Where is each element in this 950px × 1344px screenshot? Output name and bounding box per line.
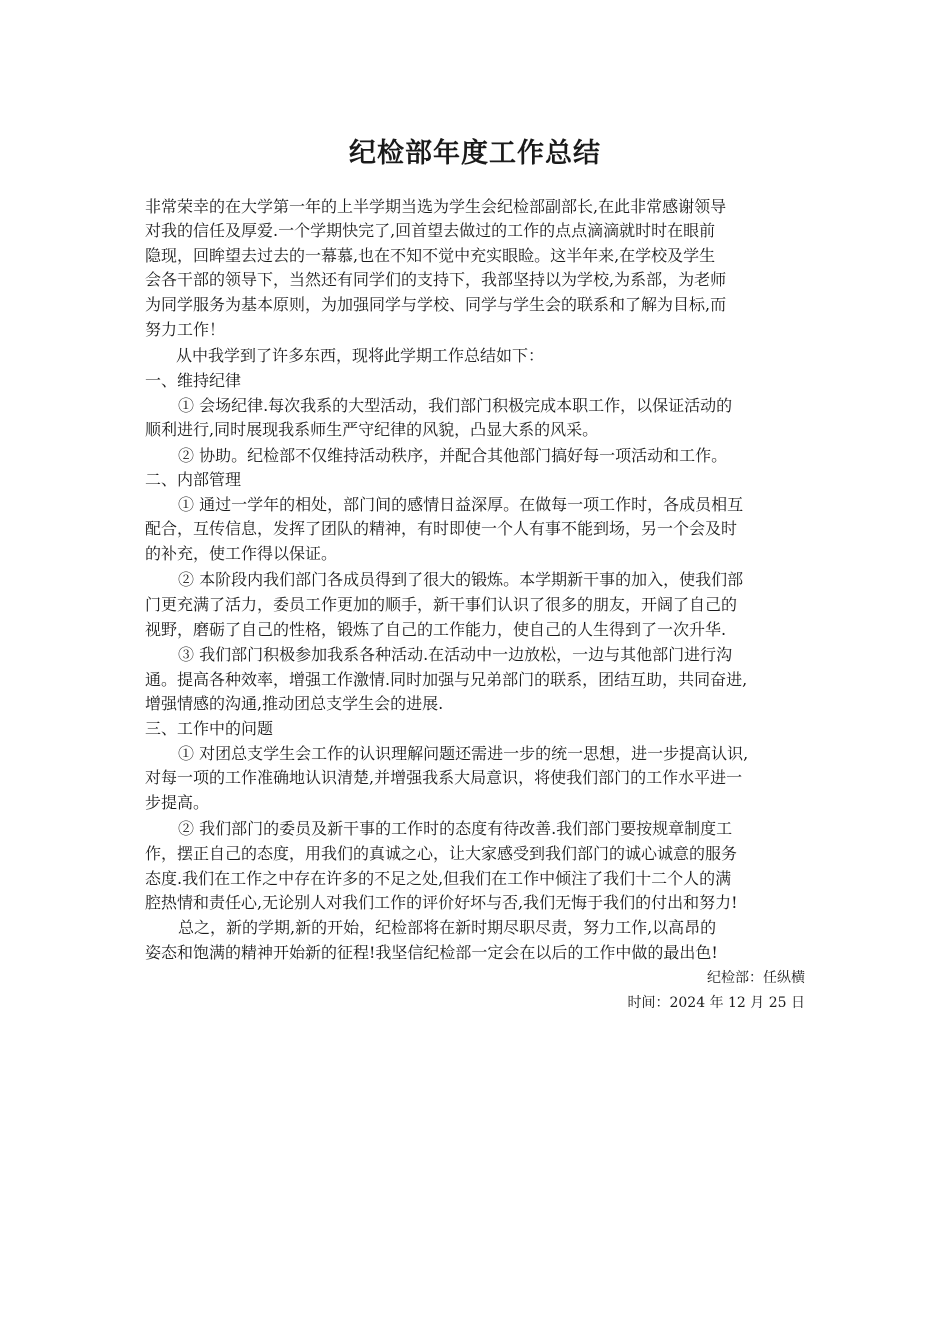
paragraph-line: 为同学服务为基本原则，为加强同学与学校、同学与学生会的联系和了解为目标,而 — [145, 295, 727, 314]
section-heading: 二、内部管理 — [145, 470, 242, 489]
section-heading: 三、工作中的问题 — [145, 719, 274, 738]
signature-author: 纪检部：任纵横 — [707, 970, 805, 986]
paragraph-line: 隐现，回眸望去过去的一幕慕,也在不知不觉中充实眼睑。这半年来,在学校及学生 — [145, 246, 716, 265]
paragraph-line: 努力工作！ — [145, 320, 226, 339]
signature-date: 时间：2024 年 12 月 25 日 — [627, 995, 805, 1011]
paragraph-line: 视野，磨砺了自己的性格，锻炼了自己的工作能力，使自己的人生得到了一次升华. — [145, 620, 727, 639]
paragraph-line: ② 协助。纪检部不仅维持活动秩序，并配合其他部门搞好每一项活动和工作。 — [178, 446, 728, 465]
paragraph-line: 步提高。 — [145, 793, 210, 812]
paragraph-line: 态度.我们在工作之中存在许多的不足之处,但我们在工作中倾注了我们十二个人的满 — [145, 869, 732, 888]
paragraph-line: 姿态和饱满的精神开始新的征程!我坚信纪检部一定会在以后的工作中做的最出色! — [145, 943, 718, 962]
paragraph-line: 作，摆正自己的态度，用我们的真诚之心，让大家感受到我们部门的诚心诚意的服务 — [145, 844, 738, 863]
paragraph-line: 门更充满了活力，委员工作更加的顺手，新干事们认识了很多的朋友，开阔了自己的 — [145, 595, 738, 614]
paragraph-line: ③ 我们部门积极参加我系各种活动.在活动中一边放松，一边与其他部门进行沟 — [178, 645, 733, 664]
paragraph-line: 对我的信任及厚爱.一个学期快完了,回首望去做过的工作的点点滴滴就时时在眼前 — [145, 221, 716, 240]
paragraph-line: 总之，新的学期,新的开始，纪检部将在新时期尽职尽责，努力工作,以高昂的 — [178, 918, 717, 937]
paragraph-line: 从中我学到了许多东西，现将此学期工作总结如下： — [176, 346, 545, 365]
paragraph-line: 配合，互传信息，发挥了团队的精神，有时即使一个人有事不能到场，另一个会及时 — [145, 519, 738, 538]
section-heading: 一、维持纪律 — [145, 371, 242, 390]
paragraph-line: ① 通过一学年的相处，部门间的感情日益深厚。在做每一项工作时，各成员相互 — [178, 495, 744, 514]
paragraph-line: ① 对团总支学生会工作的认识理解问题还需进一步的统一思想，进一步提高认识, — [178, 744, 749, 763]
paragraph-line: 的补充，使工作得以保证。 — [145, 544, 338, 563]
paragraph-line: 会各干部的领导下，当然还有同学们的支持下，我部坚持以为学校,为系部，为老师 — [145, 270, 727, 289]
paragraph-line: ① 会场纪律.每次我系的大型活动，我们部门积极完成本职工作，以保证活动的 — [178, 396, 733, 415]
paragraph-line: 对每一项的工作准确地认识清楚,并增强我系大局意识，将使我们部门的工作水平进一 — [145, 768, 743, 787]
document-title: 纪检部年度工作总结 — [349, 138, 601, 169]
paragraph-line: 通。提高各种效率，增强工作激情.同时加强与兄弟部门的联系，团结互助，共同奋进, — [145, 670, 748, 689]
paragraph-line: 非常荣幸的在大学第一年的上半学期当选为学生会纪检部副部长,在此非常感谢领导 — [145, 197, 727, 216]
paragraph-line: ② 本阶段内我们部门各成员得到了很大的锻炼。本学期新干事的加入，使我们部 — [178, 570, 744, 589]
paragraph-line: ② 我们部门的委员及新干事的工作时的态度有待改善.我们部门要按规章制度工 — [178, 819, 733, 838]
paragraph-line: 腔热情和责任心,无论别人对我们工作的评价好坏与否,我们无悔于我们的付出和努力! — [145, 893, 738, 912]
paragraph-line: 顺利进行,同时展现我系师生严守纪律的风貌，凸显大系的风采。 — [145, 420, 599, 439]
paragraph-line: 增强情感的沟通,推动团总支学生会的进展. — [145, 694, 444, 713]
